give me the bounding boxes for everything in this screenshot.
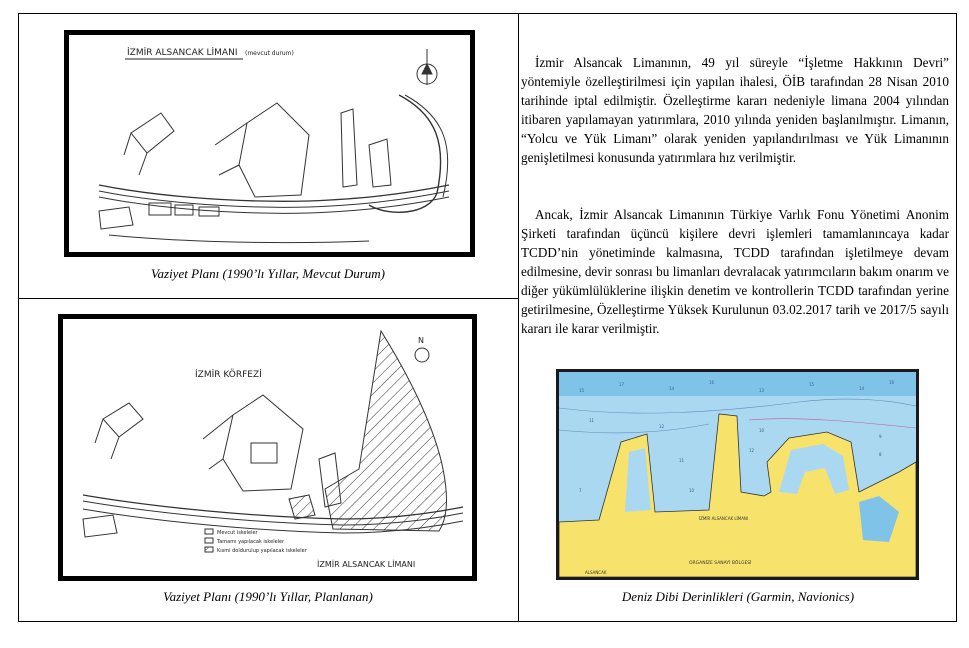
svg-text:12: 12 xyxy=(749,448,755,453)
legend-item: Tamamı yapılacak iskeleler xyxy=(217,539,285,545)
svg-text:17: 17 xyxy=(619,382,625,387)
svg-text:13: 13 xyxy=(759,388,765,393)
svg-text:9: 9 xyxy=(879,434,882,439)
svg-text:12: 12 xyxy=(659,424,665,429)
svg-text:11: 11 xyxy=(589,418,595,423)
svg-text:16: 16 xyxy=(709,380,715,385)
bay-label: İZMİR KÖRFEZİ xyxy=(195,370,262,380)
body-text-2 xyxy=(521,205,949,338)
chart-label-district: ALSANCAK xyxy=(585,570,607,575)
legend-item: Kısmi doldurulup yapılacak iskeleler xyxy=(217,548,307,554)
svg-text:14: 14 xyxy=(669,386,675,391)
chart-label-industry: ORGANİZE SANAYİ BÖLGESİ xyxy=(689,561,752,566)
port-label: İZMİR ALSANCAK LİMANI xyxy=(317,560,416,569)
svg-text:10: 10 xyxy=(759,428,765,433)
plan-subtitle: (mevcut durum) xyxy=(245,50,294,57)
svg-text:15: 15 xyxy=(579,388,585,393)
caption-depth-chart: Deniz Dibi Derinlikleri (Garmin, Navionics) xyxy=(621,589,855,604)
body-text xyxy=(521,53,949,167)
svg-text:8: 8 xyxy=(879,452,882,457)
plan-title: İZMİR ALSANCAK LİMANI xyxy=(127,48,238,58)
site-plan-current-figure xyxy=(64,30,475,257)
caption-plan-current: Vaziyet Planı (1990’lı Yıllar, Mevcut Durum) xyxy=(151,266,385,281)
table-divider-vertical xyxy=(518,14,519,621)
svg-text:11: 11 xyxy=(679,458,685,463)
svg-text:15: 15 xyxy=(809,382,815,387)
site-plan-current-drawing xyxy=(69,35,470,252)
table-divider-horizontal xyxy=(19,298,519,299)
site-plan-planned-drawing xyxy=(63,319,472,576)
svg-text:16: 16 xyxy=(889,380,895,385)
paragraph-2: Ancak, İzmir Alsancak Limanının Türkiye Varlık Fonu Yönetimi Anonim Şirketi tarafından üçüncü kişilere devri işlemleri tamamlanıncaya kadar TCDD’nin yönetiminde kalmasına, TCDD tarafından işletilmeye devam edilmesine, devir sonrası bu limanları devralacak yatırımcıların bakım onarım ve diğer yükümlülüklerine ilişkin denetim ve kontrollerin TCDD tarafından yerine getirilmesine, Özelleştirme Yüksek Kurulunun 03.02.2017 tarih ve 2017/5 sayılı kararı ile karar verilmiştir. xyxy=(521,207,949,336)
paragraph-1: İzmir Alsancak Limanının, 49 yıl süreyle “İşletme Hakkının Devri” yöntemiyle özelleştirilmesi için yapılan ihalesi, ÖİB tarafından 28 Nisan 2010 tarihinde iptal edilmiştir. Özelleştirme kararı nedeniyle limana 2004 yılından itibaren yapılamayan yatırımlara, 2010 yılında yeniden başlanılmıştır. Limanın, “Yolcu ve Yük Limanı” olarak yeniden yapılandırılması ve Yük Limanının genişletilmesi konusunda yatırımlara hız verilmiştir. xyxy=(521,55,949,165)
depth-chart-figure xyxy=(556,369,919,580)
svg-text:14: 14 xyxy=(859,386,865,391)
depth-chart-map xyxy=(559,372,916,577)
caption-plan-planned: Vaziyet Planı (1990’lı Yıllar, Planlanan) xyxy=(163,589,373,604)
svg-text:N: N xyxy=(418,336,424,345)
svg-text:7: 7 xyxy=(579,488,582,493)
site-plan-planned-figure xyxy=(58,314,477,581)
svg-text:10: 10 xyxy=(689,488,695,493)
chart-label-port: İZMİR ALSANCAK LİMANI xyxy=(699,516,749,521)
legend-item: Mevcut iskeleler xyxy=(217,530,258,536)
